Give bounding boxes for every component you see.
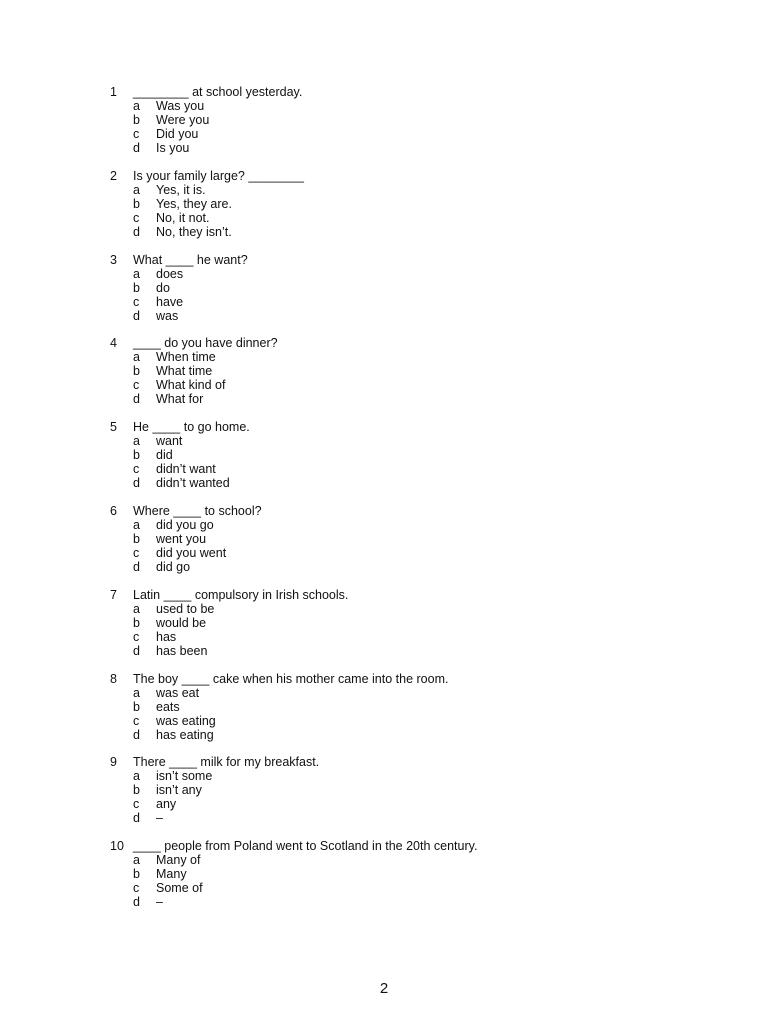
question-stem <box>110 336 670 350</box>
question-number: 2 <box>110 168 117 183</box>
option-text: Were you <box>156 113 210 127</box>
option-letter: c <box>133 545 140 560</box>
question-stem <box>110 755 670 769</box>
answer-option <box>110 448 670 462</box>
option-text: has <box>156 629 177 644</box>
option-text: did <box>156 448 173 463</box>
question-text: The boy ____ cake when his mother came into the room. <box>133 671 449 686</box>
question-item <box>110 420 670 504</box>
option-text: Is you <box>156 141 190 155</box>
option-letter: b <box>133 113 140 127</box>
option-text: – <box>156 811 163 826</box>
answer-option <box>110 267 670 281</box>
option-text: – <box>156 895 163 910</box>
question-item <box>110 588 670 672</box>
question-stem <box>110 85 670 99</box>
question-text: There ____ milk for my breakfast. <box>133 755 320 770</box>
answer-option <box>110 350 670 364</box>
option-letter: b <box>133 531 140 546</box>
option-text: When time <box>156 350 216 365</box>
answer-option <box>110 686 670 700</box>
answer-option <box>110 769 670 783</box>
answer-option <box>110 211 670 225</box>
option-text: Did you <box>156 127 199 141</box>
option-letter: b <box>133 615 140 630</box>
question-item <box>110 253 670 337</box>
option-letter: c <box>133 127 140 141</box>
question-item <box>110 672 670 756</box>
question-list <box>110 85 670 923</box>
question-stem <box>110 672 670 686</box>
option-letter: d <box>133 224 140 239</box>
answer-option <box>110 281 670 295</box>
answer-option <box>110 797 670 811</box>
answer-option <box>110 700 670 714</box>
option-text: Yes, they are. <box>156 196 232 211</box>
answer-option <box>110 364 670 378</box>
option-letter: b <box>133 867 140 882</box>
answer-option <box>110 728 670 742</box>
option-letter: b <box>133 196 140 211</box>
answer-option <box>110 895 670 909</box>
question-item <box>110 169 670 253</box>
option-text: does <box>156 266 184 281</box>
option-text: Some of <box>156 881 203 896</box>
option-letter: b <box>133 448 140 463</box>
question-number: 9 <box>110 755 117 770</box>
question-stem <box>110 839 670 853</box>
option-letter: d <box>133 727 140 742</box>
question-stem <box>110 588 670 602</box>
question-number: 4 <box>110 336 117 351</box>
option-letter: d <box>133 141 140 155</box>
answer-option <box>110 392 670 406</box>
option-letter: c <box>133 210 140 225</box>
option-text: was <box>156 308 179 323</box>
option-letter: c <box>133 629 140 644</box>
answer-option <box>110 183 670 197</box>
answer-option <box>110 197 670 211</box>
option-letter: a <box>133 182 140 197</box>
answer-option <box>110 378 670 392</box>
option-text: Many <box>156 867 187 882</box>
answer-option <box>110 518 670 532</box>
option-letter: a <box>133 769 140 784</box>
question-number: 10 <box>110 839 124 854</box>
option-letter: b <box>133 783 140 798</box>
option-text: used to be <box>156 601 215 616</box>
question-text: He ____ to go home. <box>133 420 250 435</box>
option-letter: c <box>133 462 140 477</box>
option-letter: c <box>133 294 140 309</box>
option-text: do <box>156 280 170 295</box>
option-letter: c <box>133 378 140 393</box>
option-text: did go <box>156 559 191 574</box>
question-stem <box>110 420 670 434</box>
option-text: want <box>156 434 183 449</box>
answer-option <box>110 783 670 797</box>
option-text: did you went <box>156 545 227 560</box>
answer-option <box>110 113 670 127</box>
question-number: 3 <box>110 252 117 267</box>
option-letter: d <box>133 559 140 574</box>
option-text: No, it not. <box>156 210 210 225</box>
answer-option <box>110 560 670 574</box>
question-text: Where ____ to school? <box>133 503 262 518</box>
option-text: would be <box>156 615 207 630</box>
option-letter: a <box>133 99 140 113</box>
option-text: have <box>156 294 184 309</box>
question-text: Latin ____ compulsory in Irish schools. <box>133 587 349 602</box>
answer-option <box>110 462 670 476</box>
answer-option <box>110 532 670 546</box>
question-text: ____ people from Poland went to Scotland in the 20th century. <box>133 839 478 854</box>
question-item <box>110 504 670 588</box>
answer-option <box>110 811 670 825</box>
answer-option <box>110 225 670 239</box>
option-text: didn’t want <box>156 462 216 477</box>
answer-option <box>110 476 670 490</box>
option-text: isn’t any <box>156 783 202 798</box>
option-letter: c <box>133 713 140 728</box>
option-text: has eating <box>156 727 214 742</box>
option-text: isn’t some <box>156 769 213 784</box>
option-text: didn’t wanted <box>156 476 230 491</box>
option-letter: d <box>133 643 140 658</box>
option-text: any <box>156 797 177 812</box>
answer-option <box>110 881 670 895</box>
option-letter: a <box>133 517 140 532</box>
question-number: 6 <box>110 503 117 518</box>
question-text: Is your family large? ________ <box>133 168 304 183</box>
option-letter: a <box>133 853 140 868</box>
question-item <box>110 336 670 420</box>
answer-option <box>110 99 670 113</box>
question-text: ________ at school yesterday. <box>133 85 303 99</box>
question-stem <box>110 169 670 183</box>
option-text: eats <box>156 699 180 714</box>
answer-option <box>110 127 670 141</box>
option-text: What for <box>156 392 204 407</box>
question-number: 1 <box>110 85 117 99</box>
answer-option <box>110 546 670 560</box>
question-text: What ____ he want? <box>133 252 248 267</box>
option-text: has been <box>156 643 208 658</box>
option-letter: c <box>133 797 140 812</box>
option-text: Was you <box>156 99 205 113</box>
answer-option <box>110 714 670 728</box>
question-number: 7 <box>110 587 117 602</box>
question-item <box>110 85 670 169</box>
answer-option <box>110 309 670 323</box>
answer-option <box>110 853 670 867</box>
option-letter: a <box>133 350 140 365</box>
option-letter: a <box>133 434 140 449</box>
option-text: did you go <box>156 517 214 532</box>
answer-option <box>110 602 670 616</box>
option-text: was eating <box>156 713 216 728</box>
option-letter: a <box>133 266 140 281</box>
option-letter: c <box>133 881 140 896</box>
option-letter: b <box>133 699 140 714</box>
question-item <box>110 839 670 923</box>
option-letter: b <box>133 364 140 379</box>
option-letter: d <box>133 811 140 826</box>
option-text: Yes, it is. <box>156 182 206 197</box>
option-letter: d <box>133 392 140 407</box>
option-letter: b <box>133 280 140 295</box>
answer-option <box>110 295 670 309</box>
option-letter: d <box>133 308 140 323</box>
option-letter: a <box>133 685 140 700</box>
question-number: 5 <box>110 420 117 435</box>
answer-option <box>110 867 670 881</box>
answer-option <box>110 141 670 155</box>
question-text: ____ do you have dinner? <box>133 336 278 351</box>
answer-option <box>110 616 670 630</box>
question-item <box>110 755 670 839</box>
question-stem <box>110 253 670 267</box>
answer-option <box>110 644 670 658</box>
option-text: was eat <box>156 685 200 700</box>
option-text: What time <box>156 364 213 379</box>
option-text: What kind of <box>156 378 226 393</box>
answer-option <box>110 434 670 448</box>
option-text: went you <box>156 531 207 546</box>
option-text: Many of <box>156 853 201 868</box>
question-stem <box>110 504 670 518</box>
option-letter: d <box>133 895 140 910</box>
answer-option <box>110 630 670 644</box>
page-number: 2 <box>379 980 389 997</box>
option-text: No, they isn’t. <box>156 224 232 239</box>
option-letter: a <box>133 601 140 616</box>
option-letter: d <box>133 476 140 491</box>
question-number: 8 <box>110 671 117 686</box>
